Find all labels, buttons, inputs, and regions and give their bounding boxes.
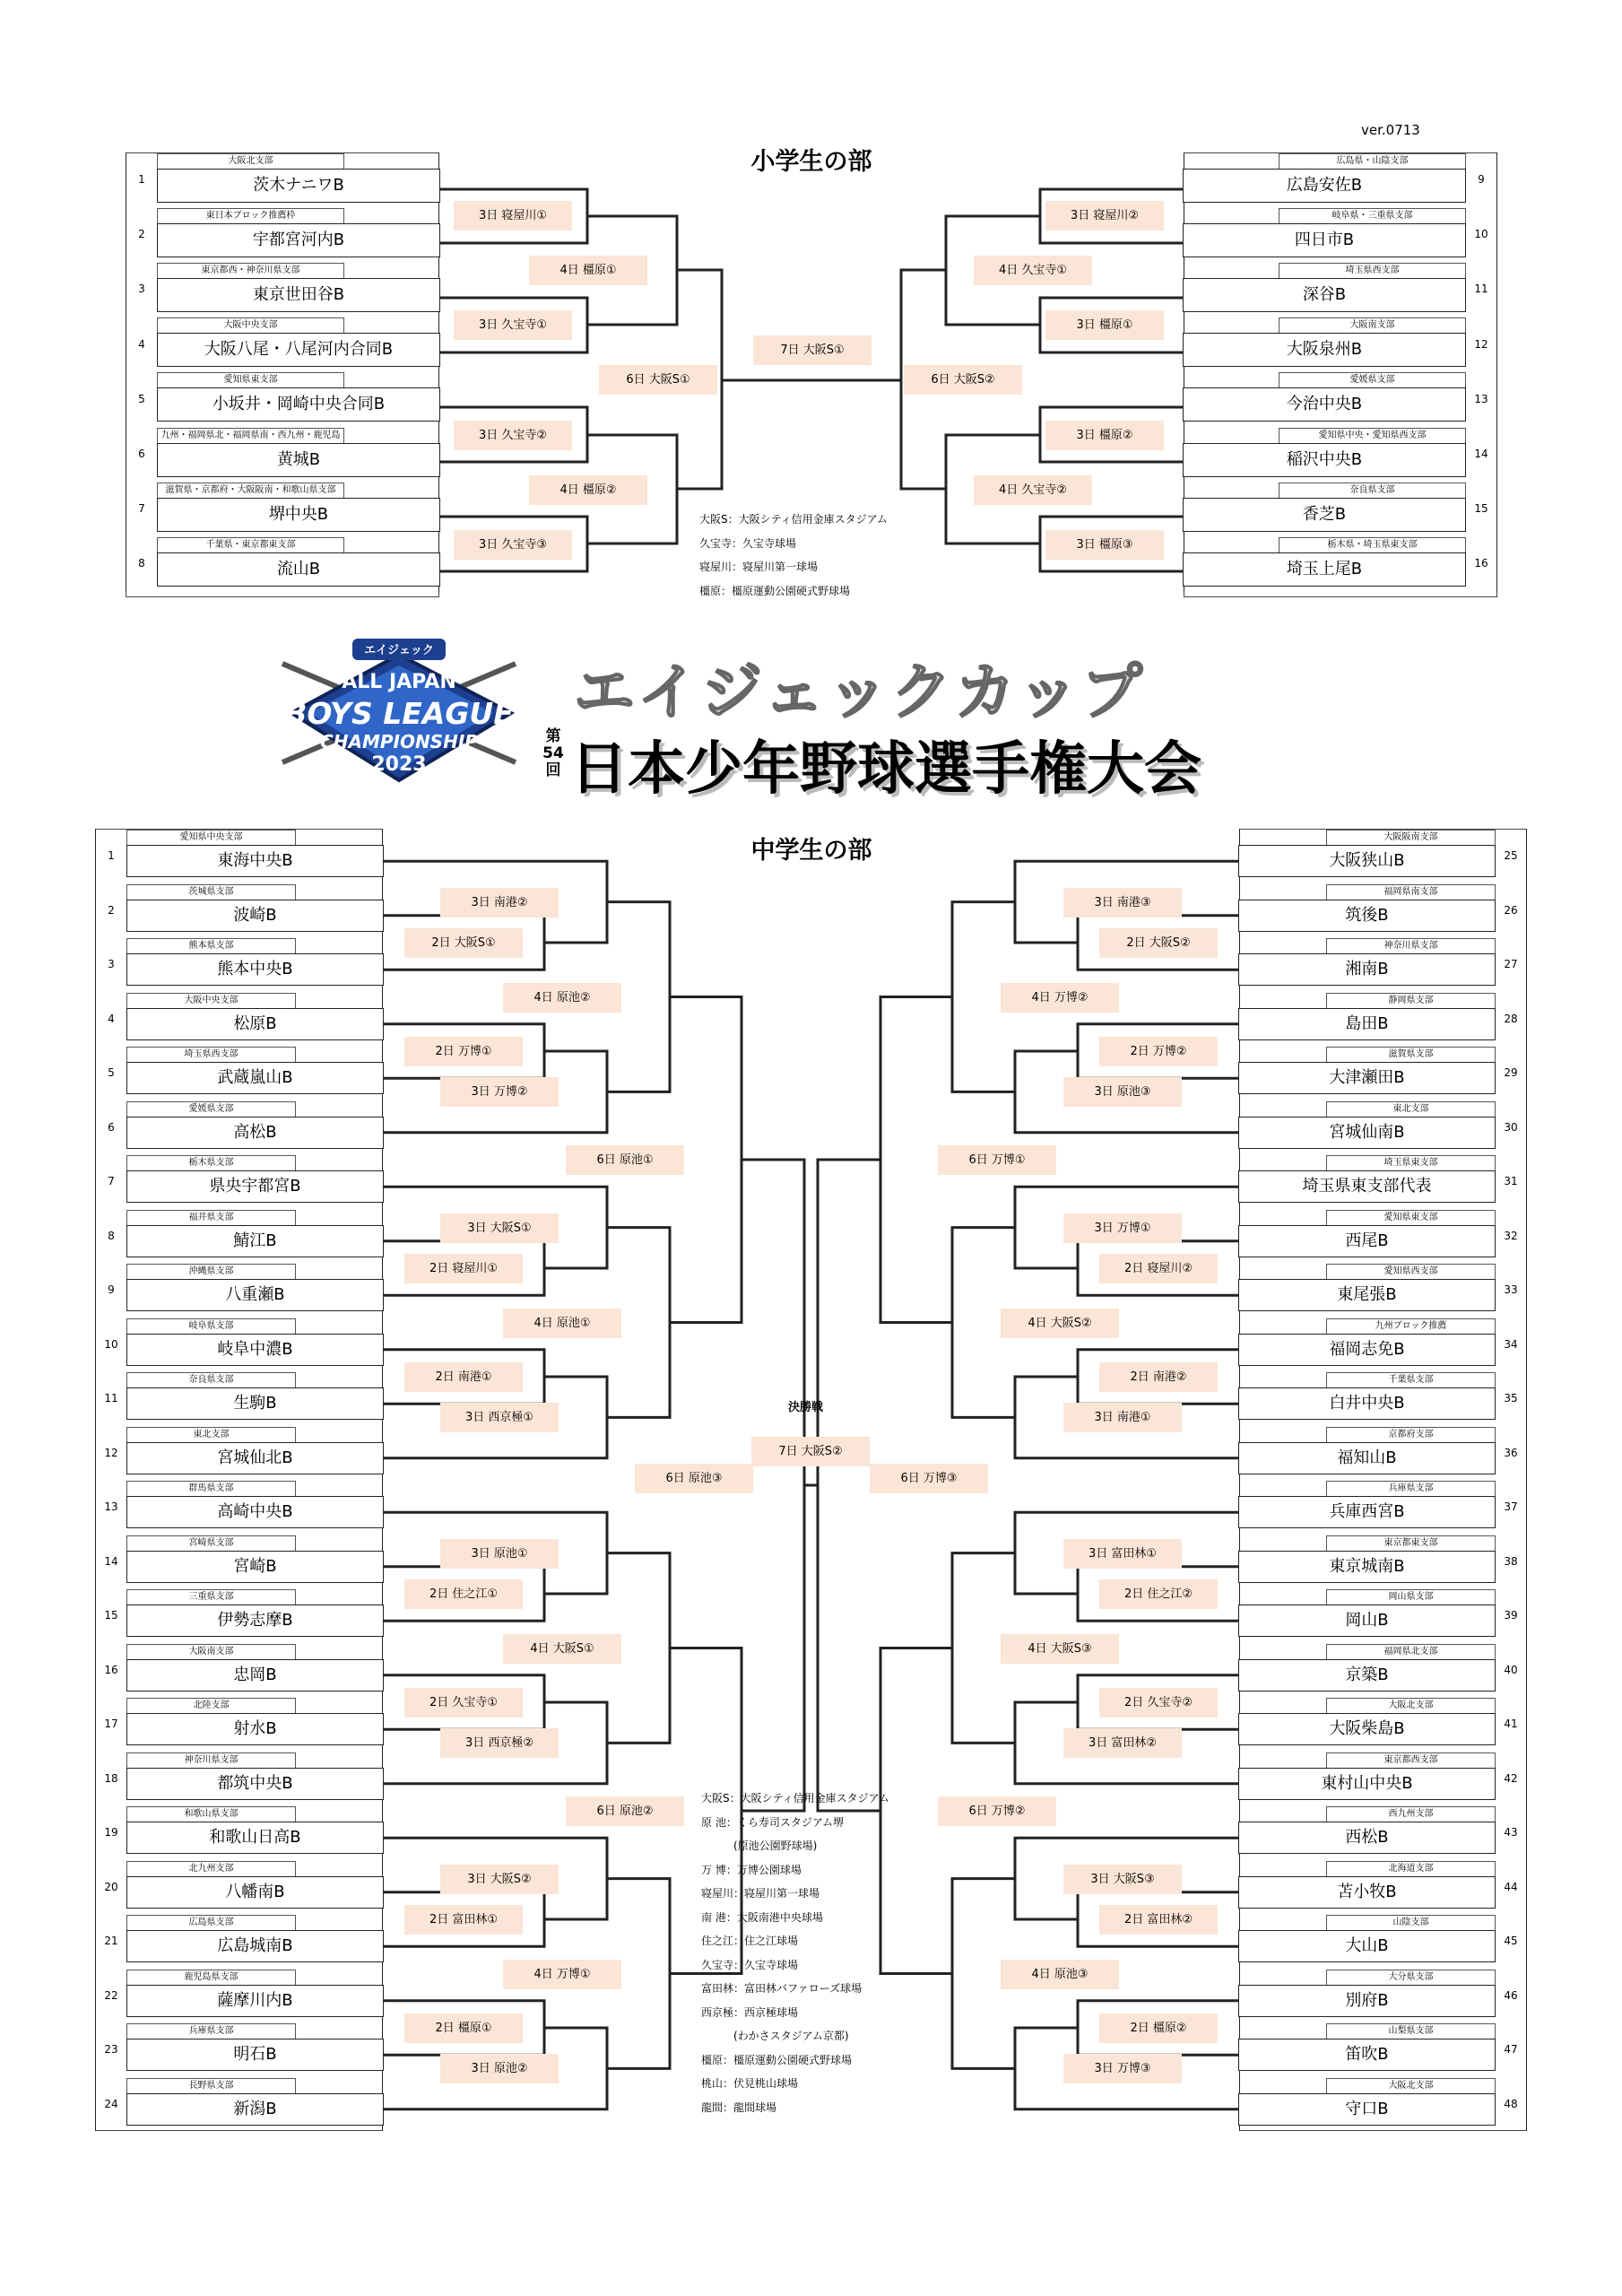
elem-match-l2-2: 4日 橿原② bbox=[529, 475, 647, 505]
region-label: 兵庫県支部 bbox=[1326, 1481, 1496, 1496]
left-r3-match: 3日 西京極② bbox=[440, 1728, 559, 1758]
region-label: 広島県・山陰支部 bbox=[1279, 153, 1466, 169]
edition-part: 回 bbox=[545, 761, 561, 779]
team-name: 大阪泉州B bbox=[1183, 333, 1466, 367]
legend-line: 万 博：万博公園球場 bbox=[701, 1863, 802, 1876]
team-name: 岡山B bbox=[1238, 1605, 1496, 1637]
right-r4-match: 4日 大阪S③ bbox=[1001, 1634, 1119, 1664]
seed-number: 24 bbox=[104, 2097, 118, 2110]
right-r2-match: 2日 久宝寺② bbox=[1099, 1688, 1218, 1718]
team-name: 筑後B bbox=[1238, 900, 1496, 932]
seed-number: 4 bbox=[108, 1012, 115, 1025]
right-r2-match: 2日 寝屋川② bbox=[1099, 1254, 1218, 1283]
edition-part: 第 bbox=[545, 727, 561, 745]
team-name: 松原B bbox=[126, 1008, 384, 1040]
left-r4-match: 4日 原池② bbox=[503, 983, 621, 1013]
seed-number: 41 bbox=[1504, 1718, 1518, 1730]
seed-number: 30 bbox=[1504, 1120, 1518, 1134]
region-label: 滋賀県・京都府・大阪阪南・和歌山県支部 bbox=[157, 483, 344, 498]
region-label: 和歌山県支部 bbox=[126, 1806, 296, 1822]
team-name: 広島城南B bbox=[126, 1930, 384, 1962]
legend-line: 久宝寺：久宝寺球場 bbox=[699, 536, 797, 550]
seed-number: 17 bbox=[104, 1718, 118, 1730]
legend-line: 久宝寺：久宝寺球場 bbox=[701, 1958, 799, 1971]
team-name: 京築B bbox=[1238, 1659, 1496, 1692]
region-label: 東京都東支部 bbox=[1326, 1535, 1496, 1551]
region-label: 静岡県支部 bbox=[1326, 993, 1496, 1008]
legend-line: 西京極：西京極球場 bbox=[701, 2005, 799, 2019]
left-r6-match: 6日 原池② bbox=[566, 1796, 684, 1826]
team-name: 宮城仙北B bbox=[126, 1442, 384, 1474]
right-r3-match: 3日 南港③ bbox=[1063, 888, 1182, 918]
legend-line: (わかさスタジアム京都) bbox=[701, 2030, 849, 2042]
left-r2-match: 2日 橿原① bbox=[404, 2013, 523, 2043]
legend-line: 橿原：橿原運動公園硬式野球場 bbox=[699, 584, 851, 597]
team-name: 福岡志免B bbox=[1238, 1334, 1496, 1366]
region-label: 滋賀県支部 bbox=[1326, 1047, 1496, 1062]
team-name: 高崎中央B bbox=[126, 1496, 384, 1528]
team-name: 福知山B bbox=[1238, 1442, 1496, 1474]
seed-number: 13 bbox=[1474, 392, 1488, 405]
team-name: 苫小牧B bbox=[1238, 1876, 1496, 1909]
region-label: 福岡県北支部 bbox=[1326, 1644, 1496, 1659]
left-r4-match: 4日 万博① bbox=[503, 1960, 621, 1989]
logo-line2: BOYS LEAGUE bbox=[284, 696, 514, 731]
team-name: 兵庫西宮B bbox=[1238, 1496, 1496, 1528]
region-label: 京都府支部 bbox=[1326, 1427, 1496, 1442]
legend-line: 富田林：富田林バファローズ球場 bbox=[701, 1982, 863, 1995]
team-name: 東海中央B bbox=[126, 845, 384, 877]
elem-match-r1-4: 3日 橿原③ bbox=[1045, 530, 1164, 560]
main-title: 日本少年野球選手権大会 bbox=[570, 736, 1201, 803]
region-label: 兵庫県支部 bbox=[126, 2023, 296, 2039]
seed-number: 18 bbox=[104, 1771, 118, 1785]
region-label: 山梨県支部 bbox=[1326, 2023, 1496, 2039]
seed-number: 8 bbox=[138, 557, 145, 570]
left-r2-match: 2日 寝屋川① bbox=[404, 1254, 523, 1283]
legend-line: 寝屋川：寝屋川第一球場 bbox=[699, 561, 819, 573]
team-name: 深谷B bbox=[1183, 278, 1466, 312]
edition-part: 54 bbox=[542, 744, 564, 762]
right-r3-match: 3日 大阪S③ bbox=[1063, 1865, 1182, 1894]
logo-line3: CHAMPIONSHIP bbox=[320, 731, 478, 752]
region-label: 愛知県西支部 bbox=[1326, 1264, 1496, 1279]
left-r2-match: 2日 富田林① bbox=[404, 1905, 523, 1935]
final-label: 決勝戦 bbox=[788, 1401, 824, 1414]
seed-number: 11 bbox=[104, 1392, 118, 1405]
logo-badge-text: エイジェック bbox=[364, 644, 434, 657]
region-label: 東北支部 bbox=[1326, 1101, 1496, 1117]
team-name: 東京城南B bbox=[1238, 1551, 1496, 1583]
left-r3-match: 3日 万博② bbox=[440, 1077, 559, 1107]
region-label: 東京都西・神奈川県支部 bbox=[157, 263, 344, 278]
left-r3-match: 3日 大阪S② bbox=[440, 1865, 559, 1894]
team-name: 西尾B bbox=[1238, 1225, 1496, 1257]
region-label: 広島県支部 bbox=[126, 1915, 296, 1930]
region-label: 栃木県支部 bbox=[126, 1155, 296, 1170]
region-label: 大阪北支部 bbox=[157, 153, 344, 169]
legend-line: 寝屋川：寝屋川第一球場 bbox=[701, 1887, 820, 1900]
elem-match-l3: 6日 大阪S① bbox=[599, 365, 717, 395]
legend-line: 大阪S：大阪シティ信用金庫スタジアム bbox=[701, 1792, 889, 1805]
team-name: 島田B bbox=[1238, 1008, 1496, 1040]
seed-number: 44 bbox=[1504, 1880, 1518, 1893]
region-label: 福井県支部 bbox=[126, 1210, 296, 1225]
region-label: 長野県支部 bbox=[126, 2078, 296, 2093]
team-name: 宮城仙南B bbox=[1238, 1117, 1496, 1149]
team-name: 堺中央B bbox=[157, 498, 440, 532]
seed-number: 10 bbox=[1474, 228, 1488, 241]
team-name: 射水B bbox=[126, 1713, 384, 1745]
team-name: 湘南B bbox=[1238, 953, 1496, 986]
seed-number: 14 bbox=[1474, 448, 1488, 460]
seed-number: 2 bbox=[108, 903, 115, 917]
seed-number: 48 bbox=[1504, 2097, 1518, 2110]
seed-number: 3 bbox=[138, 283, 145, 296]
seed-number: 3 bbox=[108, 958, 115, 970]
seed-number: 14 bbox=[104, 1554, 118, 1568]
elem-match-r2-2: 4日 久宝寺② bbox=[974, 475, 1092, 505]
region-label: 愛媛県支部 bbox=[1279, 372, 1466, 387]
region-label: 愛知県東支部 bbox=[157, 372, 344, 387]
team-name: 東村山中央B bbox=[1238, 1768, 1496, 1800]
legend-line: 橿原：橿原運動公園硬式野球場 bbox=[701, 2053, 853, 2066]
team-name: 生駒B bbox=[126, 1387, 384, 1420]
seed-number: 37 bbox=[1504, 1500, 1518, 1513]
seed-number: 16 bbox=[1474, 557, 1488, 570]
region-label: 大阪阪南支部 bbox=[1326, 830, 1496, 845]
seed-number: 33 bbox=[1504, 1283, 1518, 1296]
team-name: 埼玉県東支部代表 bbox=[1238, 1170, 1496, 1203]
team-name: 大津瀬田B bbox=[1238, 1062, 1496, 1094]
left-r2-match: 2日 万博① bbox=[404, 1037, 523, 1066]
region-label: 東日本ブロック推薦枠 bbox=[157, 208, 344, 223]
elem-match-r2-1: 4日 久宝寺① bbox=[974, 256, 1092, 285]
right-r3-match: 3日 富田林① bbox=[1063, 1539, 1182, 1569]
team-name: 西松B bbox=[1238, 1822, 1496, 1854]
left-r2-match: 2日 大阪S① bbox=[404, 928, 523, 958]
region-label: 神奈川県支部 bbox=[126, 1752, 296, 1768]
left-r4-match: 4日 原池① bbox=[503, 1309, 621, 1338]
right-r2-match: 2日 住之江② bbox=[1099, 1579, 1218, 1609]
team-name: 波崎B bbox=[126, 900, 384, 932]
region-label: 栃木県・埼玉県東支部 bbox=[1279, 537, 1466, 552]
junior-semi-left: 6日 原池③ bbox=[635, 1464, 753, 1493]
team-name: 黄城B bbox=[157, 443, 440, 477]
team-name: 稲沢中央B bbox=[1183, 443, 1466, 477]
right-r2-match: 2日 富田林② bbox=[1099, 1905, 1218, 1935]
team-name: 宇都宮河内B bbox=[157, 223, 440, 257]
region-label: 三重県支部 bbox=[126, 1589, 296, 1605]
elem-match-r3: 6日 大阪S② bbox=[904, 365, 1022, 395]
left-r3-match: 3日 西京極① bbox=[440, 1403, 559, 1432]
left-r4-match: 4日 大阪S① bbox=[503, 1634, 621, 1664]
junior-title: 中学生の部 bbox=[750, 837, 872, 865]
seed-number: 12 bbox=[1474, 337, 1488, 351]
team-name: 笛吹B bbox=[1238, 2039, 1496, 2071]
team-name: 県央宇都宮B bbox=[126, 1170, 384, 1203]
region-label: 北九州支部 bbox=[126, 1861, 296, 1876]
region-label: 福岡県南支部 bbox=[1326, 884, 1496, 900]
seed-number: 43 bbox=[1504, 1826, 1518, 1839]
elementary-title: 小学生の部 bbox=[750, 148, 872, 176]
left-r3-match: 3日 原池① bbox=[440, 1539, 559, 1569]
seed-number: 45 bbox=[1504, 1935, 1518, 1947]
team-name: 新潟B bbox=[126, 2093, 384, 2126]
seed-number: 47 bbox=[1504, 2043, 1518, 2056]
team-name: 茨木ナニワB bbox=[157, 169, 440, 203]
seed-number: 22 bbox=[104, 1988, 118, 2002]
region-label: 大阪中央支部 bbox=[126, 993, 296, 1008]
seed-number: 13 bbox=[104, 1500, 118, 1513]
team-name: 広島安佐B bbox=[1183, 169, 1466, 203]
right-r6-match: 6日 万博① bbox=[938, 1145, 1056, 1175]
region-label: 鹿児島県支部 bbox=[126, 1970, 296, 1985]
right-r4-match: 4日 原池③ bbox=[1001, 1960, 1119, 1989]
right-r3-match: 3日 南港① bbox=[1063, 1403, 1182, 1432]
region-label: 埼玉県西支部 bbox=[126, 1047, 296, 1062]
junior-venue-legend bbox=[701, 1787, 889, 2119]
region-label: 山陰支部 bbox=[1326, 1915, 1496, 1930]
seed-number: 29 bbox=[1504, 1066, 1518, 1079]
seed-number: 9 bbox=[1478, 173, 1485, 186]
region-label: 神奈川県支部 bbox=[1326, 938, 1496, 953]
team-name: 伊勢志摩B bbox=[126, 1605, 384, 1637]
seed-number: 11 bbox=[1474, 283, 1488, 296]
team-name: 大阪八尾・八尾河内合同B bbox=[157, 333, 440, 367]
seed-number: 38 bbox=[1504, 1554, 1518, 1568]
team-name: 和歌山日高B bbox=[126, 1822, 384, 1854]
right-r6-match: 6日 万博② bbox=[938, 1796, 1056, 1826]
left-r2-match: 2日 南港① bbox=[404, 1362, 523, 1392]
region-label: 岡山県支部 bbox=[1326, 1589, 1496, 1605]
region-label: 埼玉県東支部 bbox=[1326, 1155, 1496, 1170]
seed-number: 16 bbox=[104, 1663, 118, 1676]
team-name: 別府B bbox=[1238, 1985, 1496, 2017]
team-name: 今治中央B bbox=[1183, 387, 1466, 422]
seed-number: 20 bbox=[104, 1880, 118, 1893]
right-r4-match: 4日 大阪S② bbox=[1001, 1309, 1119, 1338]
seed-number: 7 bbox=[108, 1175, 115, 1187]
seed-number: 7 bbox=[138, 502, 145, 516]
seed-number: 6 bbox=[108, 1120, 115, 1134]
team-name: 八重瀬B bbox=[126, 1279, 384, 1311]
region-label: 大阪南支部 bbox=[126, 1644, 296, 1659]
right-r2-match: 2日 橿原② bbox=[1099, 2013, 1218, 2043]
left-r2-match: 2日 久宝寺① bbox=[404, 1688, 523, 1718]
legend-line: 桃山：伏見桃山球場 bbox=[701, 2077, 799, 2090]
region-label: 西九州支部 bbox=[1326, 1806, 1496, 1822]
elem-match-r1-2: 3日 橿原① bbox=[1045, 310, 1164, 340]
team-name: 大阪柴島B bbox=[1238, 1713, 1496, 1745]
team-name: 小坂井・岡崎中央合同B bbox=[157, 387, 440, 422]
logo-year: 2023 bbox=[371, 753, 427, 776]
team-name: 宮崎B bbox=[126, 1551, 384, 1583]
seed-number: 39 bbox=[1504, 1609, 1518, 1622]
seed-number: 12 bbox=[104, 1446, 118, 1459]
elem-match-l1-2: 3日 久宝寺① bbox=[454, 310, 572, 340]
legend-line: 大阪S：大阪シティ信用金庫スタジアム bbox=[699, 513, 888, 526]
region-label: 北陸支部 bbox=[126, 1698, 296, 1713]
region-label: 東北支部 bbox=[126, 1427, 296, 1442]
team-name: 守口B bbox=[1238, 2093, 1496, 2126]
region-label: 岐阜県支部 bbox=[126, 1318, 296, 1334]
elem-match-l2-1: 4日 橿原① bbox=[529, 256, 647, 285]
region-label: 九州・福岡県北・福岡県南・西九州・鹿児島 bbox=[157, 428, 344, 443]
seed-number: 25 bbox=[1504, 849, 1518, 862]
seed-number: 19 bbox=[104, 1826, 118, 1839]
seed-number: 15 bbox=[104, 1609, 118, 1622]
seed-number: 2 bbox=[138, 228, 145, 241]
seed-number: 36 bbox=[1504, 1446, 1518, 1459]
seed-number: 40 bbox=[1504, 1663, 1518, 1676]
elem-match-l1-1: 3日 寝屋川① bbox=[454, 201, 572, 230]
region-label: 千葉県・東京都東支部 bbox=[157, 537, 344, 552]
seed-number: 1 bbox=[138, 173, 145, 186]
junior-final: 7日 大阪S② bbox=[751, 1437, 870, 1466]
team-name: 八幡南B bbox=[126, 1876, 384, 1909]
region-label: 大阪南支部 bbox=[1279, 317, 1466, 333]
team-name: 武蔵嵐山B bbox=[126, 1062, 384, 1094]
region-label: 愛知県中央支部 bbox=[126, 830, 296, 845]
region-label: 群馬県支部 bbox=[126, 1481, 296, 1496]
team-name: 四日市B bbox=[1183, 223, 1466, 257]
right-r2-match: 2日 大阪S② bbox=[1099, 928, 1218, 958]
team-name: 東尾張B bbox=[1238, 1279, 1496, 1311]
region-label: 奈良県支部 bbox=[126, 1372, 296, 1387]
region-label: 大阪中央支部 bbox=[157, 317, 344, 333]
version-label: ver.0713 bbox=[1361, 122, 1420, 138]
elem-match-l1-4: 3日 久宝寺③ bbox=[454, 530, 572, 560]
right-r2-match: 2日 南港② bbox=[1099, 1362, 1218, 1392]
region-label: 岐阜県・三重県支部 bbox=[1279, 208, 1466, 223]
region-label: 愛媛県支部 bbox=[126, 1101, 296, 1117]
team-name: 大阪狭山B bbox=[1238, 845, 1496, 877]
legend-line: 住之江：住之江球場 bbox=[701, 1935, 799, 1947]
cup-title: エイジェックカップ bbox=[574, 657, 1145, 728]
right-r4-match: 4日 万博② bbox=[1001, 983, 1119, 1013]
team-name: 忠岡B bbox=[126, 1659, 384, 1692]
team-name: 鯖江B bbox=[126, 1225, 384, 1257]
right-r3-match: 3日 富田林② bbox=[1063, 1728, 1182, 1758]
team-name: 薩摩川内B bbox=[126, 1985, 384, 2017]
seed-number: 9 bbox=[108, 1283, 115, 1296]
region-label: 奈良県支部 bbox=[1279, 483, 1466, 498]
seed-number: 5 bbox=[108, 1066, 115, 1079]
seed-number: 26 bbox=[1504, 903, 1518, 917]
left-r3-match: 3日 南港② bbox=[440, 888, 559, 918]
legend-line: 原 池：くら寿司スタジアム堺 bbox=[701, 1815, 844, 1829]
team-name: 東京世田谷B bbox=[157, 278, 440, 312]
team-name: 埼玉上尾B bbox=[1183, 552, 1466, 587]
seed-number: 35 bbox=[1504, 1392, 1518, 1405]
seed-number: 23 bbox=[104, 2043, 118, 2056]
team-name: 岐阜中濃B bbox=[126, 1334, 384, 1366]
seed-number: 10 bbox=[104, 1337, 118, 1351]
junior-semi-right: 6日 万博③ bbox=[870, 1464, 988, 1493]
team-name: 白井中央B bbox=[1238, 1387, 1496, 1420]
left-r2-match: 2日 住之江① bbox=[404, 1579, 523, 1609]
region-label: 愛知県東支部 bbox=[1326, 1210, 1496, 1225]
team-name: 大山B bbox=[1238, 1930, 1496, 1962]
logo-line1: ALL JAPAN bbox=[342, 671, 456, 693]
legend-line: (原池公園野球場) bbox=[701, 1839, 818, 1852]
team-name: 流山B bbox=[157, 552, 440, 587]
seed-number: 15 bbox=[1474, 502, 1488, 516]
region-label: 大分県支部 bbox=[1326, 1970, 1496, 1985]
seed-number: 31 bbox=[1504, 1175, 1518, 1187]
seed-number: 34 bbox=[1504, 1337, 1518, 1351]
right-r2-match: 2日 万博② bbox=[1099, 1037, 1218, 1066]
team-name: 高松B bbox=[126, 1117, 384, 1149]
left-r3-match: 3日 大阪S① bbox=[440, 1213, 559, 1243]
team-name: 香芝B bbox=[1183, 498, 1466, 532]
right-r3-match: 3日 原池③ bbox=[1063, 1077, 1182, 1107]
legend-line: 南 港：大阪南港中央球場 bbox=[701, 1910, 823, 1924]
seed-number: 42 bbox=[1504, 1771, 1518, 1785]
region-label: 北海道支部 bbox=[1326, 1861, 1496, 1876]
seed-number: 6 bbox=[138, 448, 145, 460]
right-r3-match: 3日 万博① bbox=[1063, 1213, 1182, 1243]
seed-number: 21 bbox=[104, 1935, 118, 1947]
region-label: 沖縄県支部 bbox=[126, 1264, 296, 1279]
elem-match-l1-3: 3日 久宝寺② bbox=[454, 421, 572, 450]
team-name: 明石B bbox=[126, 2039, 384, 2071]
elem-match-r1-1: 3日 寝屋川② bbox=[1045, 201, 1164, 230]
region-label: 東京都西支部 bbox=[1326, 1752, 1496, 1768]
seed-number: 1 bbox=[108, 849, 115, 862]
region-label: 九州ブロック推薦 bbox=[1326, 1318, 1496, 1334]
region-label: 大阪北支部 bbox=[1326, 1698, 1496, 1713]
region-label: 埼玉県西支部 bbox=[1279, 263, 1466, 278]
seed-number: 28 bbox=[1504, 1012, 1518, 1025]
legend-line: 龍間：龍間球場 bbox=[701, 2100, 777, 2114]
region-label: 千葉県支部 bbox=[1326, 1372, 1496, 1387]
seed-number: 32 bbox=[1504, 1229, 1518, 1242]
team-name: 都筑中央B bbox=[126, 1768, 384, 1800]
elem-match-r1-3: 3日 橿原② bbox=[1045, 421, 1164, 450]
region-label: 愛知県中央・愛知県西支部 bbox=[1279, 428, 1466, 443]
region-label: 宮崎県支部 bbox=[126, 1535, 296, 1551]
seed-number: 27 bbox=[1504, 958, 1518, 970]
left-r3-match: 3日 原池② bbox=[440, 2054, 559, 2083]
seed-number: 4 bbox=[138, 337, 145, 351]
seed-number: 8 bbox=[108, 1229, 115, 1242]
elem-final: 7日 大阪S① bbox=[753, 335, 872, 365]
right-r3-match: 3日 万博③ bbox=[1063, 2054, 1182, 2083]
region-label: 茨城県支部 bbox=[126, 884, 296, 900]
left-r6-match: 6日 原池① bbox=[566, 1145, 684, 1175]
region-label: 大阪北支部 bbox=[1326, 2078, 1496, 2093]
region-label: 熊本県支部 bbox=[126, 938, 296, 953]
seed-number: 5 bbox=[138, 392, 145, 405]
team-name: 熊本中央B bbox=[126, 953, 384, 986]
seed-number: 46 bbox=[1504, 1988, 1518, 2002]
